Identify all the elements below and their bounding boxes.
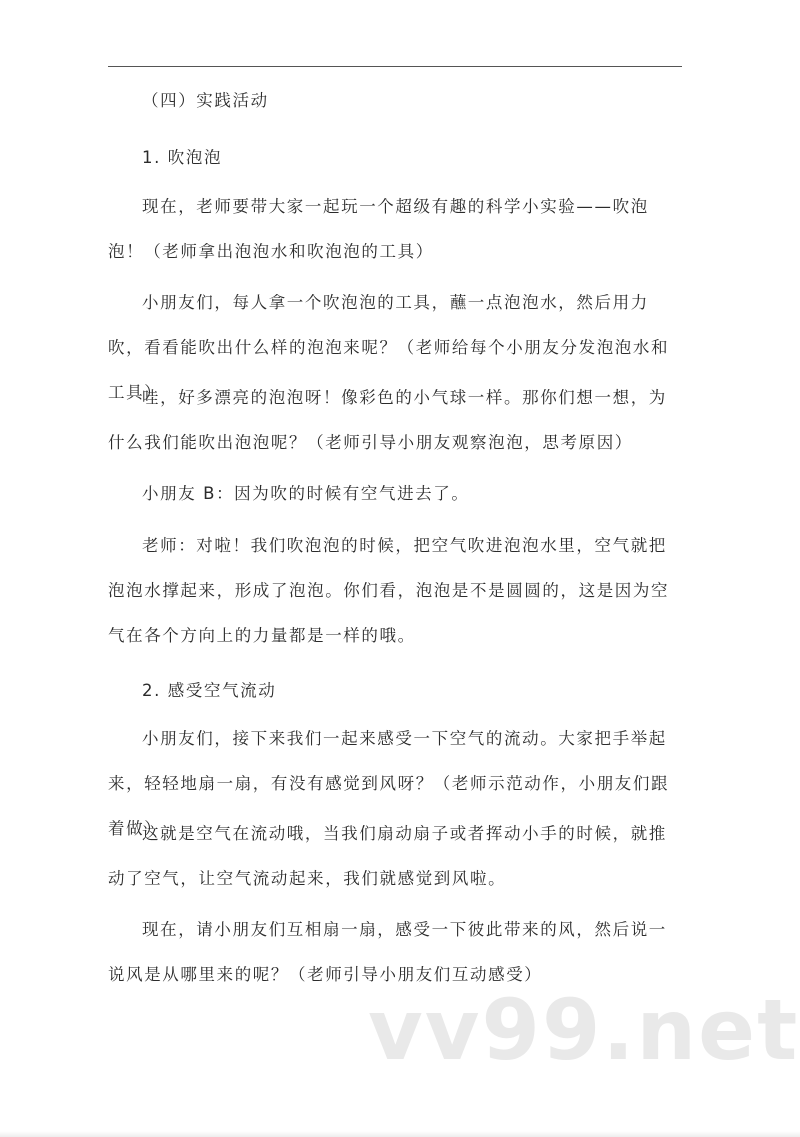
paragraph-3: 哇，好多漂亮的泡泡呀！像彩色的小气球一样。那你们想一想，为什么我们能吹出泡泡呢？（老师引导小朋友观察泡泡，思考原因） xyxy=(108,388,667,452)
paragraph-4: 小朋友 B：因为吹的时候有空气进去了。 xyxy=(142,484,470,503)
paragraph-7: 这就是空气在流动哦，当我们扇动扇子或者挥动小手的时候，就推动了空气，让空气流动起来，我们就感觉到风啦。 xyxy=(108,824,667,888)
watermark: vv99.net xyxy=(368,981,800,1079)
page-bottom-edge xyxy=(0,1131,800,1137)
section-heading: （四）实践活动 xyxy=(142,91,269,110)
paragraph-1: 现在，老师要带大家一起玩一个超级有趣的科学小实验——吹泡泡！（老师拿出泡泡水和吹泡泡的工具） xyxy=(108,197,649,261)
paragraph-5: 老师：对啦！我们吹泡泡的时候，把空气吹进泡泡水里，空气就把泡泡水撑起来，形成了泡泡。你们看，泡泡是不是圆圆的，这是因为空气在各个方向上的力量都是一样的哦。 xyxy=(108,536,670,645)
header-rule xyxy=(108,66,682,67)
subsection-heading-2: 2. 感受空气流动 xyxy=(142,681,277,700)
paragraph-8: 现在，请小朋友们互相扇一扇，感受一下彼此带来的风，然后说一说风是从哪里来的呢？（老师引导小朋友们互动感受） xyxy=(108,920,667,984)
paragraph-2: 小朋友们，每人拿一个吹泡泡的工具，蘸一点泡泡水，然后用力吹，看看能吹出什么样的泡泡来呢？（老师给每个小朋友分发泡泡水和工具） xyxy=(108,293,670,402)
paragraph-6: 小朋友们，接下来我们一起来感受一下空气的流动。大家把手举起来，轻轻地扇一扇，有没有感觉到风呀？（老师示范动作，小朋友们跟着做） xyxy=(108,729,670,838)
subsection-heading-1: 1. 吹泡泡 xyxy=(142,148,223,167)
